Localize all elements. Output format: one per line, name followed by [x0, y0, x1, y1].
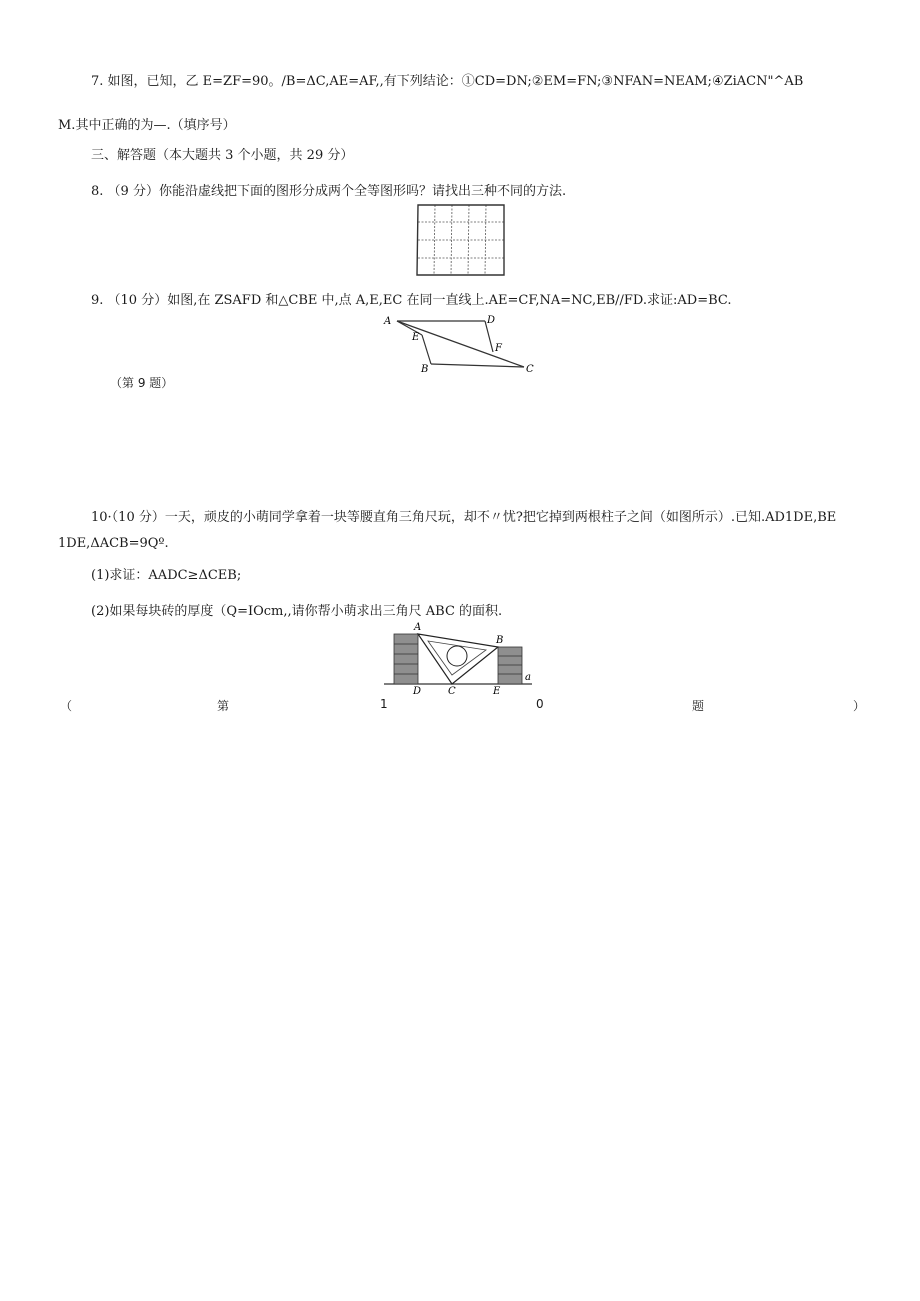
q10-caption-open: （ [60, 699, 73, 713]
left-pillar [394, 634, 418, 684]
q10-part2: (2)如果每块砖的厚度（Q=IOcm,,请你帮小萌求出三角尺 ABC 的面积. [91, 604, 503, 619]
q9-text: 9. （10 分）如图,在 ZSAFD 和△CBE 中,点 A,E,EC 在同一直线上.AE=CF,NA=NC,EB//FD.求证:AD=BC. [91, 293, 732, 308]
q10-caption-num2: 0 [536, 697, 544, 711]
q8-text: 8. （9 分）你能沿虚线把下面的图形分成两个全等图形吗？请找出三种不同的方法. [91, 184, 567, 199]
q9-label-f: F [495, 343, 502, 354]
q10-label-d: D [413, 686, 422, 696]
q10-label-c: C [448, 686, 456, 696]
q10-label-e: E [493, 686, 501, 696]
q10-caption-num1: 1 [380, 697, 388, 711]
q10-caption-close: ） [853, 699, 866, 713]
q10-label-a: A [414, 622, 422, 633]
q9-label-d: D [487, 315, 496, 326]
q9-label-b: B [421, 364, 429, 375]
q9-caption: （第 9 题） [110, 376, 174, 390]
q10-label-a-brick: a [525, 672, 531, 683]
q10-part1: (1)求证：AADC≥ΔCEB; [91, 568, 242, 583]
right-pillar [498, 647, 522, 684]
q9-label-e: E [412, 332, 420, 343]
q10-label-b: B [496, 635, 504, 646]
q10-caption-ti: 题 [692, 699, 705, 713]
q7-line2: M.其中正确的为—.（填序号） [58, 118, 236, 133]
q9-label-c: C [526, 364, 534, 375]
q10-line1: 10·（10 分）一天，顽皮的小萌同学拿着一块等腰直角三角尺玩，却不〃忧?把它掉到两根柱子之间（如图所示）.已知.AD1DE,BE [91, 510, 837, 525]
q8-grid-figure [415, 203, 507, 277]
q10-figure [382, 620, 544, 696]
q9-figure [378, 310, 540, 376]
q9-label-a: A [384, 316, 392, 327]
q7-line1: 7. 如图，已知，乙 E=ZF=90。/B=ΔC,AE=AF,,有下列结论：①CD=DN;②EM=FN;③NFAN=NEAM;④ZiACN"^AB [91, 74, 804, 89]
q10-caption [0, 697, 920, 717]
section-heading: 三、解答题（本大题共 3 个小题，共 29 分） [91, 148, 354, 163]
q10-caption-di: 第 [217, 699, 230, 713]
q10-line2: 1DE,ΔACB=9Qº. [58, 536, 169, 551]
